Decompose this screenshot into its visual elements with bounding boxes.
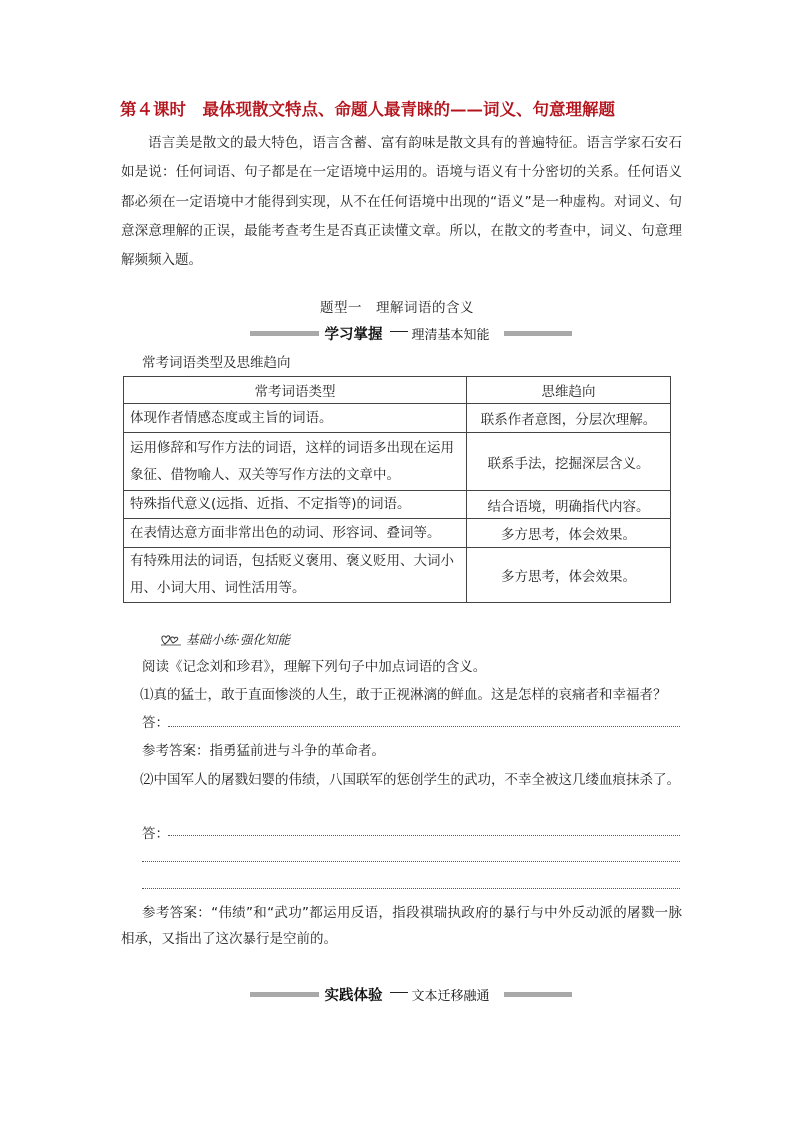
answer-prefix: 答：: [142, 826, 169, 842]
table-cell-thinking: 多方思考，体会效果。: [467, 548, 671, 603]
banner-subtitle: 理清基本知能: [411, 327, 490, 343]
answer-blank-line[interactable]: [142, 861, 680, 862]
table-cell-type: 特殊指代意义(远指、近指、不定指等)的词语。: [124, 491, 467, 519]
banner-dash: [390, 992, 408, 993]
intro-paragraph: 语言美是散文的最大特色，语言含蓄、富有韵味是散文具有的普遍特征。语言学家石安石如是说：任何词语、句子都是在一定语境中运用的。语境与语义有十分密切的关系。任何语义都必须在一定语境中才能得到实现，从不在任何语境中出现的“语义”是一种虚构。对词义、句意深意理解的正误，最能考查考生是否真正读懂文章。所以，在散文的考查中，词义、句意理解频频入题。: [121, 135, 682, 269]
section-banner-practice: [250, 984, 572, 1004]
table-cell-type: 有特殊用法的词语，包括贬义褒用、褒义贬用、大词小用、小词大用、词性活用等。: [124, 548, 467, 603]
type-heading: 题型一 理解词语的含义: [320, 300, 474, 316]
reference-answer-1: 参考答案：指勇猛前进与斗争的革命者。: [142, 743, 385, 759]
table-row: [124, 404, 671, 433]
table-cell-thinking: 多方思考，体会效果。: [467, 519, 671, 548]
banner-bar-right: [504, 331, 573, 336]
hearts-icon: [160, 632, 182, 646]
banner-title: 实践体验: [324, 987, 383, 1004]
section-banner-study: [250, 323, 572, 343]
table-header: 思维趋向: [467, 377, 671, 404]
answer-blank-line[interactable]: [142, 888, 680, 889]
answer-1: [142, 711, 169, 731]
page-title: 第４课时 最体现散文特点、命题人最青睐的——词义、句意理解题: [120, 100, 615, 119]
table-row: [124, 519, 671, 548]
banner-dash: [390, 331, 408, 332]
table-cell-type: 体现作者情感态度或主旨的词语。: [124, 404, 467, 433]
answer-2: [142, 822, 169, 842]
question-1: ⑴真的猛士，敢于直面惨淡的人生，敢于正视淋漓的鲜血。这是怎样的哀痛者和幸福者？: [140, 687, 667, 703]
table-cell-type: 运用修辞和写作方法的词语，这样的词语多出现在运用象征、借物喻人、双关等写作方法的文章中。: [124, 433, 467, 491]
table-row: [124, 548, 671, 603]
table-header-row: [124, 377, 671, 404]
banner-bar-right: [504, 992, 573, 997]
practice-label-text: 基础小练·强化知能: [186, 632, 290, 647]
answer-blank-line[interactable]: [168, 835, 680, 836]
practice-label: [160, 630, 290, 648]
table-caption: 常考词语类型及思维趋向: [142, 355, 291, 371]
answer-prefix: 答：: [142, 715, 169, 731]
banner-subtitle: 文本迁移融通: [411, 988, 490, 1004]
table-cell-type: 在表情达意方面非常出色的动词、形容词、叠词等。: [124, 519, 467, 548]
table-cell-thinking: 联系作者意图，分层次理解。: [467, 404, 671, 433]
answer-blank-line[interactable]: [168, 726, 680, 727]
reference-answer-2: 参考答案：“伟绩”和“武功”都运用反语，指段祺瑞执政府的暴行与中外反动派的屠戮一脉相承，又指出了这次暴行是空前的。: [121, 905, 682, 947]
table-cell-thinking: 结合语境，明确指代内容。: [467, 491, 671, 519]
practice-instruction: 阅读《记念刘和珍君》，理解下列句子中加点词语的含义。: [142, 659, 487, 675]
banner-title: 学习掌握: [324, 326, 383, 343]
question-2: ⑵中国军人的屠戮妇婴的伟绩，八国联军的惩创学生的武功，不幸全被这几缕血痕抹杀了。: [140, 772, 680, 788]
banner-bar-left: [250, 992, 319, 997]
table-row: [124, 433, 671, 491]
table-header: 常考词语类型: [124, 377, 467, 404]
table-cell-thinking: 联系手法，挖掘深层含义。: [467, 433, 671, 491]
banner-bar-left: [250, 331, 319, 336]
table-row: [124, 491, 671, 519]
word-type-table: [123, 376, 671, 603]
